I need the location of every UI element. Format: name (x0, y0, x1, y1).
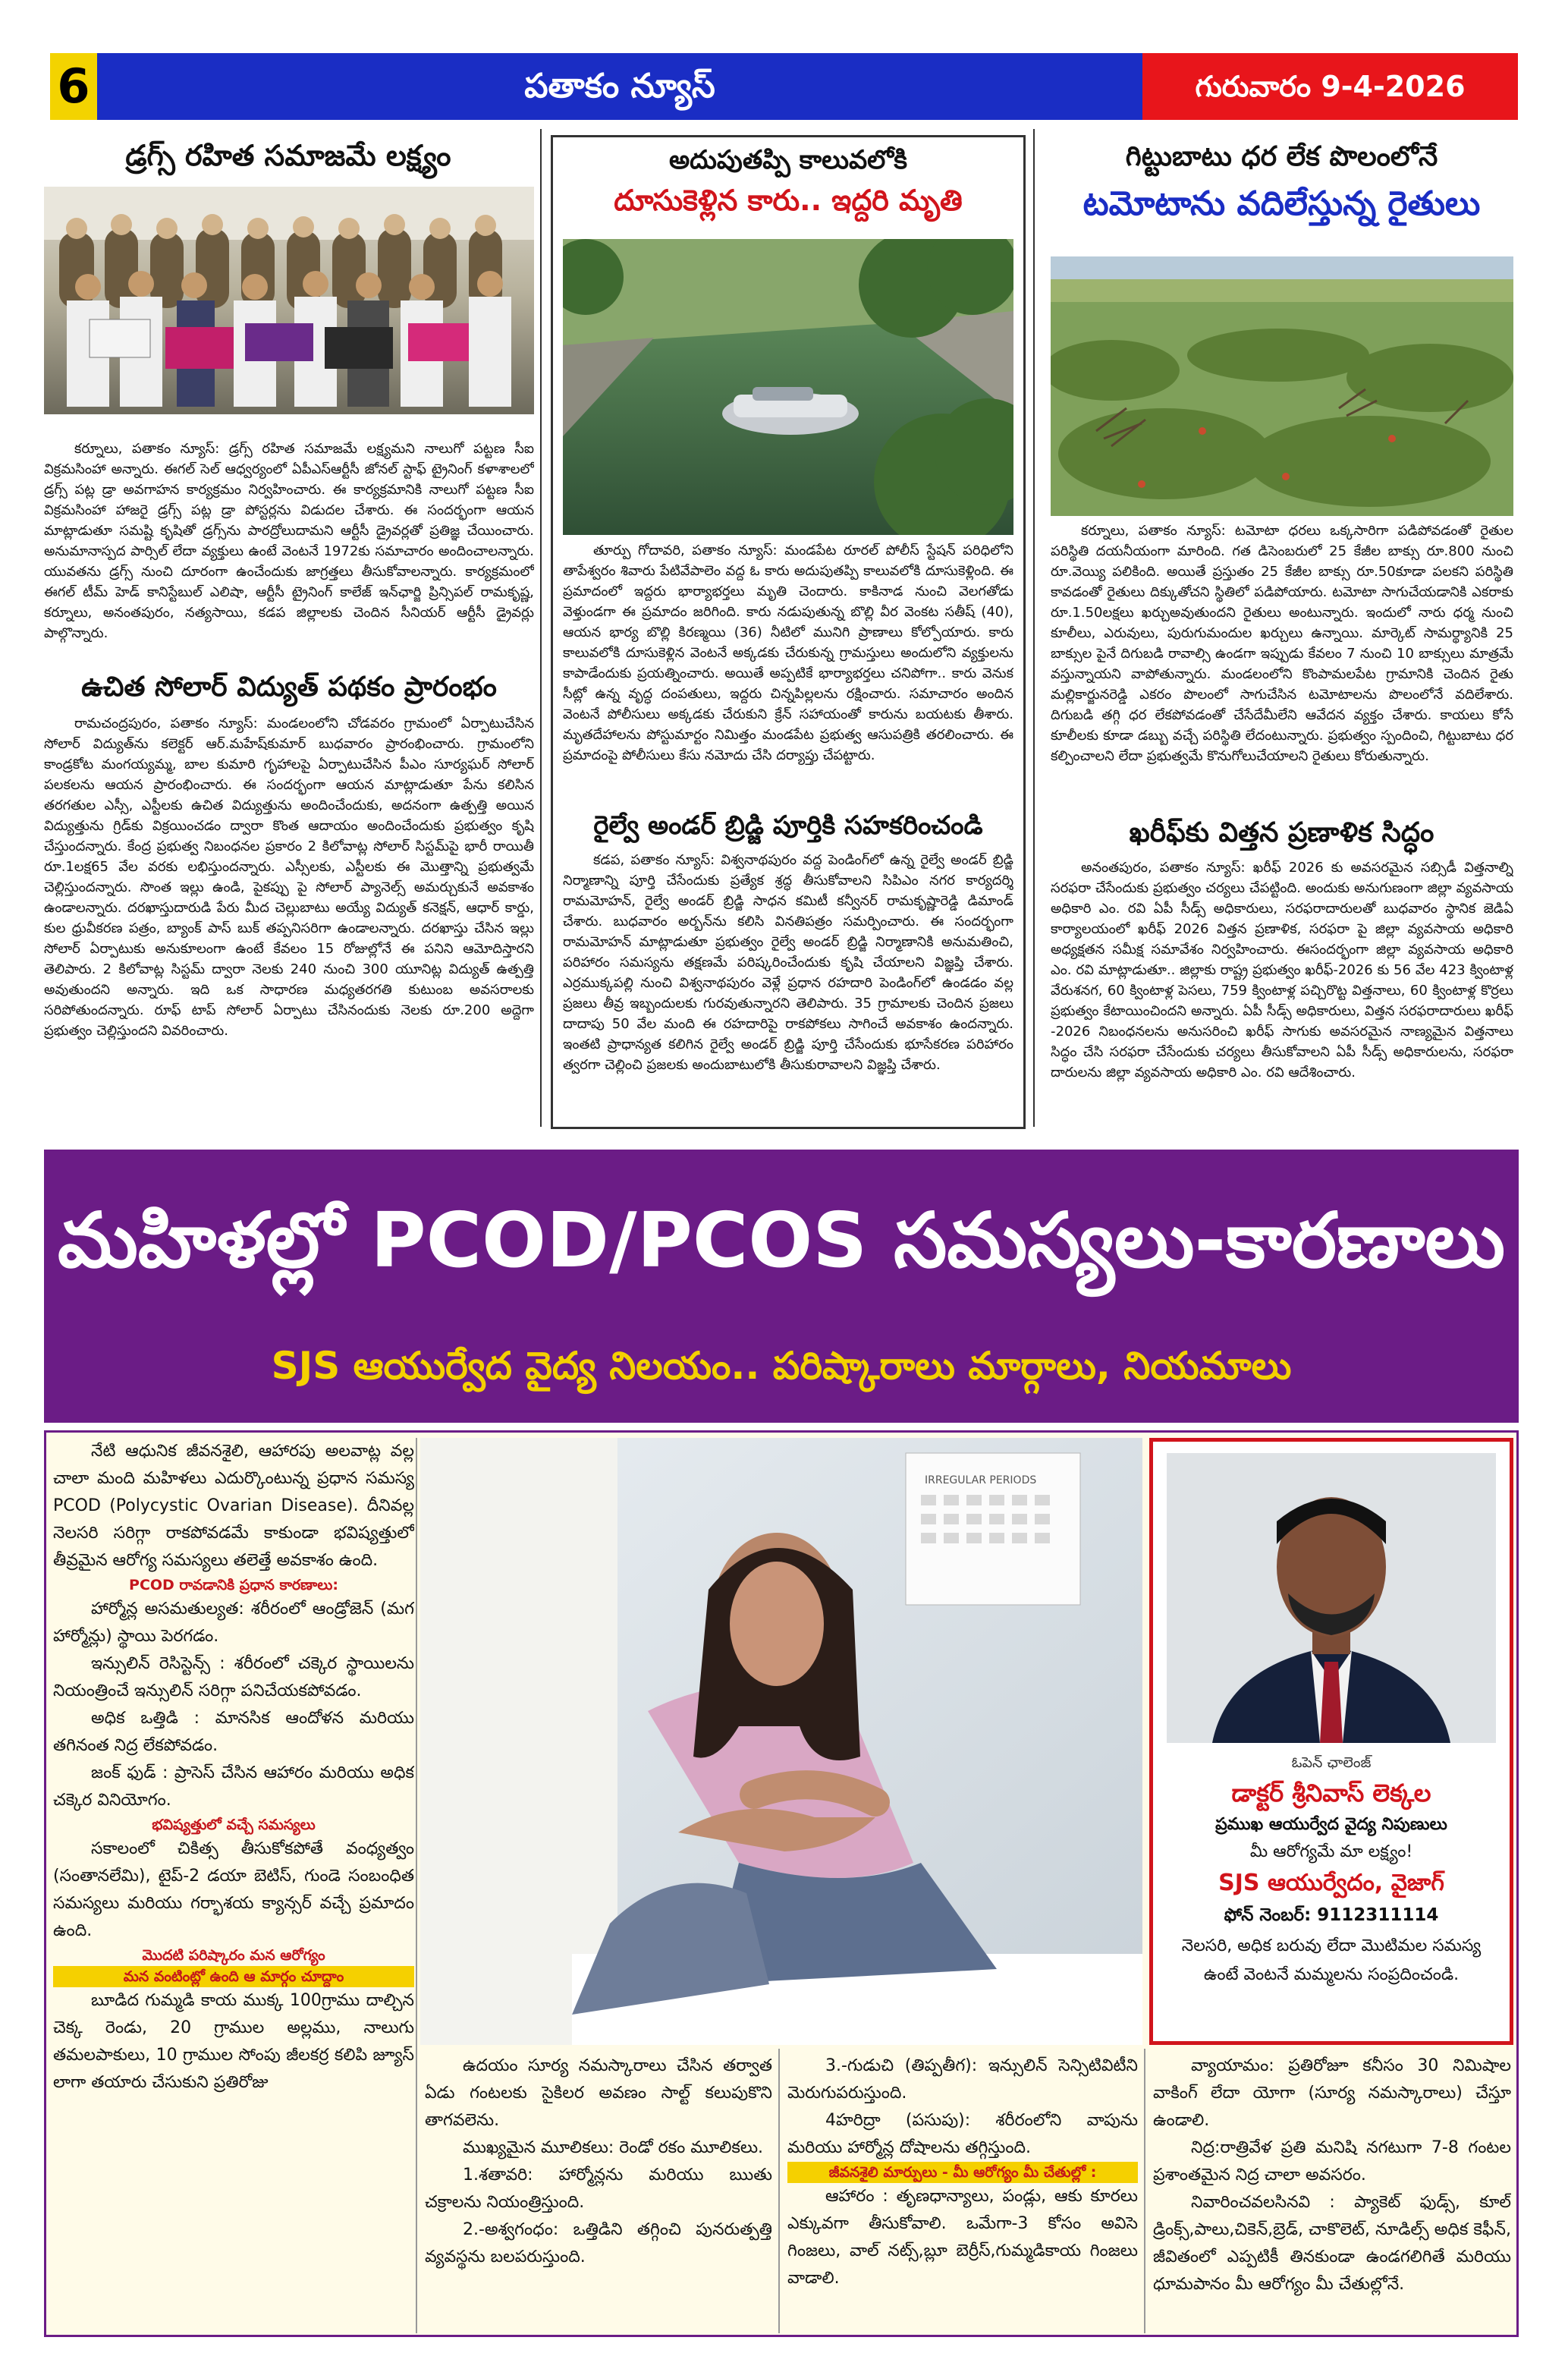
feature-remedy-text: బూడిద గుమ్మడి కాయ ముక్క 100గ్రాము దాల్చిన చెక్క రెండు, 20 గ్రాముల అల్లము, నాలుగు తమలపాకులు, 10 గ్రాముల సోంపు జీలకర్ర కలిపి జ్యూస్ లాగా తయారు చేసుకుని ప్రతిరోజు (53, 1991, 414, 2092)
feature-lifestyle-heading: జీవనశైలి మార్పులు - మీ ఆరోగ్యం మీ చేతుల్లో : (787, 2162, 1138, 2183)
feature-col4-p3: నివారించవలసినవి : ప్యాకెట్ ఫుడ్స్, కూల్ డ్రింక్స్,పాలు,చికెన్,బ్రెడ్, చాకొలెట్, నూడిల్స్ అధిక కెఫీన్, జీవితంలో ఎప్పటికీ తినకుండా ఉండగలిగితే మరియు ధూమపానం మీ ఆరోగ్యం మీ చేతుల్లోనే. (1153, 2193, 1511, 2294)
feature-col3 (787, 2053, 1138, 2333)
feature-subtitle: SJS ఆయుర్వేద వైద్య నిలయం.. పరిష్కారాలు మార్గాలు, నియమాలు (271, 1344, 1292, 1388)
story6-body: అనంతపురం, పతాకం న్యూస్: ఖరీఫ్ 2026 కు అవసరమైన సబ్సిడీ విత్తనాల్ని సరఫరా చేసేందుకు ప్రభుత్వం చర్యలు చేపట్టింది. అందుకు అనుగుణంగా జిల్లా వ్యవసాయ అధికారి ఎం. రవి ఏపీ సీడ్స్ అధికారులు, సరఫరాదారులతో బుధవారం స్థానిక జెడిఏ కార్యాలయంలో ఖరీఫ్ 2026 విత్తన ప్రణాళిక, సరఫరా పై జిల్లా వ్యవసాయ అధికారి అధ్యక్షతన సమీక్ష సమావేశం నిర్వహించారు. ఈసందర్భంగా జిల్లా వ్యవసాయ అధికారి ఎం. రవి మాట్లాడుతూ.. జిల్లాకు రాష్ట్ర ప్రభుత్వం ఖరీఫ్-2026 కు 56 వేల 423 క్వింటాళ్ల వేరుశనగ, 60 క్వింటాళ్ల పెసలు, 759 క్వింటాళ్ల పచ్చిరొట్ట విత్తనాలు, 60 క్వింటాళ్ల కొర్రలు ప్రభుత్వం కేటాయించిందని అన్నారు. ఏపీ సీడ్స్ అధికారులు, విత్తన సరఫరాదారులు ఖరీఫ్ -2026 నిబంధనలను అనుసరించి ఖరీఫ్ సాగుకు అవసరమైన నాణ్యమైన విత్తనాలు సిద్ధం చేసి సరఫరా చేసేందుకు చర్యలు తీసుకోవాలని ఏపీ సీడ్స్ అధికారులను, సరఫరా దారులను జిల్లా వ్యవసాయ అధికారి ఎం. రవి ఆదేశించారు. (1051, 860, 1513, 1081)
feature-col2 (425, 2053, 772, 2333)
column-rule (1033, 129, 1035, 1127)
feature-cause-3: అధిక ఒత్తిడి : మానసిక ఆందోళన మరియు తగినంత నిద్ర లేకపోవడం. (53, 1709, 414, 1755)
story4-body: కడప, పతాకం న్యూస్: విశ్వనాథపురం వద్ద పెండింగ్‌లో ఉన్న రైల్వే అండర్ బ్రిడ్జి నిర్మాణాన్ని పూర్తి చేసేందుకు ప్రత్యేక శ్రద్ధ తీసుకోవాలని సిపిఎం నగర కార్యదర్శి రామమోహన్, రైల్వే అండర్ బ్రిడ్జి సాధన కమిటీ కన్వీనర్ రామకృష్ణారెడ్డి డిమాండ్ చేశారు. బుధవారం అర్బన్‌ను కలిసి వినతిపత్రం సమర్పించారు. ఈ సందర్భంగా రామమోహన్ మాట్లాడుతూ ప్రభుత్వం రైల్వే అండర్ బ్రిడ్జి నిర్మాణానికి అనుమతించి, పరిహారం సమస్యను తక్షణమే పరిష్కరించేందుకు కృషి చేయాలని విజ్ఞప్తి చేశారు. ఎర్రముక్కపల్లి నుంచి విశ్వనాథపురం వెళ్లే ప్రధాన రహదారి పెండింగ్‌లో ఉండడం వల్ల ప్రజలు తీవ్ర ఇబ్బందులకు గురవుతున్నారని తెలిపారు. 35 గ్రామాలకు చెందిన ప్రజలు దాదాపు 50 వేల మంది ఈ రహదారిపై రాకపోకలు సాగించే అవకాశం ఉందన్నారు. ఇంతటి ప్రాధాన్యత కలిగిన రైల్వే అండర్ బ్రిడ్జి పూర్తి చేసేందుకు భూసేకరణ పరిహారం త్వరగా చెల్లించి ప్రజలకు అందుబాటులోకి తీసుకురావాలని విజ్ఞప్తి చేశారు. (563, 852, 1013, 1073)
feature-col4-p2: నిద్ర:రాత్రివేళ ప్రతి మనిషి నగటుగా 7-8 గంటల ప్రశాంతమైన నిద్ర చాలా అవసరం. (1153, 2138, 1511, 2185)
story6-headline: ఖరీఫ్‌కు విత్తన ప్రణాళిక సిద్ధం (1129, 817, 1434, 848)
feature-col2-p1: ఉదయం సూర్య నమస్కారాలు చేసిన తర్వాత ఏడు గంటలకు సైకిలర అవణం సాల్ట్ కలుపుకొని తాగవలెను. (425, 2056, 772, 2130)
feature-cause-4: జంక్ ఫుడ్ : ప్రాసెస్ చేసిన ఆహారం మరియు అధిక చక్కెర వినియోగం. (53, 1763, 414, 1810)
feature-intro: నేటి ఆధునిక జీవనశైలి, ఆహారపు అలవాట్ల వల్ల చాలా మంది మహిళలు ఎదుర్కొంటున్న ప్రధాన సమస్య PCOD (Polycystic Ovarian Disease). దీనివల్ల నెలసరి సరిగ్గా రాకపోవడమే కాకుండా భవిష్యత్తులో తీవ్రమైన ఆరోగ్య సమస్యలు తలెత్తే అవకాశం ఉంది. (53, 1442, 414, 1570)
story2-body: రామచంద్రపురం, పతాకం న్యూస్: మండలంలోని చోడవరం గ్రామంలో ఏర్పాటుచేసిన సోలార్ విద్యుత్‌ను కలెక్టర్ ఆర్.మహేష్‌కుమార్ బుధవారం ప్రారంభించారు. గ్రామంలోని కాండ్రకోట మంగయ్యమ్మ, బాల కుమారి గృహాలపై ఏర్పాటుచేసిన పీఎం సూర్యఘర్ సోలార్ పలకలను ఆయన ప్రారంభించారు. ఈ సందర్భంగా ఆయన మాట్లాడుతూ పేను కలిసిన తరగతుల ఎస్సీ, ఎస్టీలకు ఉచిత విద్యుత్తును అందించేందుకు, అదనంగా ఉత్పత్తి అయిన విద్యుత్తును గ్రిడ్‌కు విక్రయించడం ద్వారా కొంత ఆదాయం అందించేందుకు ప్రభుత్వం కృషి చేస్తుందన్నారు. కేంద్ర ప్రభుత్వ నిబంధనల ప్రకారం 2 కిలోవాట్ల సోలార్ సిస్టమ్‌పై భారీ రాయితీ రూ.1లక్ష65 వేల వరకు లభిస్తుందన్నారు. ఎస్సీలకు, ఎస్టీలకు ఈ మొత్తాన్ని ప్రభుత్వమే చెల్లిస్తుందన్నారు. సొంత ఇల్లు ఉండి, పైకప్పు పై సోలార్ ప్యానెల్స్ అమర్చుకునే అవకాశం ఉండాలన్నారు. దరఖాస్తుదారుడి పేరు మీద చెల్లుబాటు అయ్యే విద్యుత్ కనెక్షన్, ఆధార్ కార్డు, కుల ధ్రువీకరణ పత్రం, బ్యాంక్ పాస్ బుక్ తప్పనిసరిగా ఉండాలన్నారు. దరఖాస్తు చేసిన ఇల్లు సోలార్ ఏర్పాటుకు అనుకూలంగా ఉంటే కేవలం 15 రోజుల్లోనే ఈ పనిని ఆమోదిస్తారని తెలిపారు. 2 కిలోవాట్ల సిస్టమ్ ద్వారా నెలకు 240 నుంచి 300 యూనిట్ల విద్యుత్ ఉత్పత్తి అవుతుందని అన్నారు. ఇది ఒక సాధారణ మధ్యతరగతి కుటుంబ అవసరాలకు సరిపోతుందన్నారు. రూఫ్ టాప్ సోలార్ ఏర్పాటు చేసినందుకు నెలకు రూ.200 అద్దెగా ప్రభుత్వం చెల్లిస్తుందని వివరించారు. (44, 716, 534, 1039)
doctor-caption-small: ఓపెన్ ఛాలెంజ్ (1291, 1754, 1372, 1771)
woman-abdominal-pain-photo (420, 1438, 1142, 2045)
feature-future-heading: భవిష్యత్తులో వచ్చే సమస్యలు (152, 1817, 316, 1833)
paper-name: పతాకం న్యూస్ (524, 67, 715, 105)
doctor-phone: ఫోన్ నెంబర్: 9112311114 (1224, 1905, 1439, 1925)
story3-body: తూర్పు గోదావరి, పతాకం న్యూస్: మండపేట రూరల్ పోలీస్ స్టేషన్ పరిధిలోని తాపేశ్వరం శివారు పేటివేపాలెం వద్ద ఓ కారు అదుపుతప్పి కాలువలోకి దూసుకెళ్లింది. ఈ ప్రమాదంలో ఇద్దరు భార్యాభర్తలు మృతి చెందారు. కాకినాడ నుంచి వెలగతోడు వెళ్తుండగా ఈ ప్రమాదం జరిగింది. కారు నడుపుతున్న బొల్లి వీర వెంకట సతీష్ (40), ఆయన భార్య బొల్లి కిరణ్మయి (36) నీటిలో మునిగి ప్రాణాలు కోల్పోయారు. కారు కాలువలోకి దూసుకెళ్లిన వెంటనే అక్కడకు చేరుకున్న గ్రామస్తులు అందులోని వ్యక్తులను కాపాడేందుకు ప్రయత్నించారు. అయితే అప్పటికే భార్యాభర్తలు చనిపోగా.. కారు వెనుక సీట్లో ఉన్న వృద్ధ దంపతులు, ఇద్దరు చిన్నపిల్లలను రక్షించారు. సమాచారం అందిన వెంటనే పోలీసులు అక్కడకు చేరుకుని క్రేన్ సహాయంతో కారును బయటకు తీశారు. మృతదేహాలను పోస్టుమార్టం నిమిత్తం మండపేట ప్రభుత్వ ఆసుపత్రికి తరలించారు. ఈ ప్రమాదంపై పోలీసులు కేసు నమోదు చేసి దర్యాప్తు చేపట్టారు. (563, 543, 1013, 763)
story5-headline: టమోటాను వదిలేస్తున్న రైతులు (1083, 184, 1481, 223)
story5-body: కర్నూలు, పతాకం న్యూస్: టమోటా ధరలు ఒక్కసారిగా పడిపోవడంతో రైతుల పరిస్థితి దయనీయంగా మారింది. గత డిసెంబరులో 25 కేజీల బాక్సు రూ.800 నుంచి రూ.వెయ్యి పలికింది. అయితే ప్రస్తుతం 25 కేజీల బాక్సు రూ.50కూడా పలకని పరిస్థితి కావడంతో రైతులు దిక్కుతోచని స్థితిలో పడిపోయారు. టమోటా సాగుచేయడానికి ఎకరాకు రూ.1.50లక్షలు ఖర్చుఅవుతుందని రైతులు అంటున్నారు. ఇందులో నారు ధర్మ నుంచి కూలీలు, ఎరువులు, పురుగుమందుల ఖర్చులు ఉన్నాయి. మార్కెట్ సామర్థ్యానికి 25 బాక్సుల పైనే దిగుబడి రావాల్సి ఉండగా ఇప్పుడు కేవలం 7 నుంచి 10 బాక్సులు మాత్రమే వస్తున్నాయని వాపోతున్నారు. మండలంలోని కొంపామలపేట గ్రామానికి చెందిన రైతు మల్లికార్జునరెడ్డి ఎకరం పొలంలో సాగుచేసిన టమోటాలను పొలంలోనే వదిలేశారు. దిగుబడి తగ్గి ధర లేకపోవడంతో చేసేదేమీలేని ఆవేదన వ్యక్తం చేశారు. కాయలు కోసే కూలీలకు కూడా డబ్బు వచ్చే పరిస్థితి లేదంటున్నారు. ప్రభుత్వం స్పందించి, గిట్టుబాటు ధర కల్పించాలని లేదా ప్రభుత్వమే కొనుగోలుచేయాలని రైతులు కోరుతున్నారు. (1051, 523, 1513, 764)
column-rule (540, 129, 542, 1127)
doctor-clinic: SJS ఆయుర్వేదం, వైజాగ్ (1218, 1870, 1444, 1896)
drugs-awareness-event-photo (44, 187, 534, 414)
story5-kicker: గిట్టుబాటు ధర లేక పొలంలోనే (1125, 141, 1438, 172)
masthead (50, 53, 1518, 120)
feature-col3-p3: ఆహారం : తృణధాన్యాలు, పండ్లు, ఆకు కూరలు ఎక్కువగా తీసుకోవాలి. ఒమేగా-3 కోసం అవిసె గింజలు, వాల్ నట్స్,బ్లూ బెర్రీస్,గుమ్మడికాయ గింజలు వాడాలి. (787, 2187, 1138, 2288)
feature-col3-p1: 3.-గుడుచి (తిప్పతీగ): ఇన్సులిన్ సెన్సిటివిటీని మెరుగుపరుస్తుంది. (787, 2056, 1138, 2103)
story4-headline: రైల్వే అండర్ బ్రిడ్జి పూర్తికి సహకరించండి (593, 810, 983, 841)
doctor-tagline: మీ ఆరోగ్యమే మా లక్ష్యం! (1249, 1842, 1413, 1861)
feature-title: మహిళల్లో PCOD/PCOS సమస్యలు-కారణాలు (57, 1196, 1506, 1285)
feature-causes-heading: PCOD రావడానికి ప్రధాన కారణాలు: (129, 1577, 338, 1593)
column-rule (416, 1438, 417, 2333)
story3-kicker: అదుపుతప్పి కాలువలోకి (668, 145, 908, 175)
feature-col1 (53, 1438, 414, 2333)
story3-headline: దూసుకెళ్లిన కారు.. ఇద్దరి మృతి (614, 184, 963, 217)
column-rule (778, 2049, 780, 2333)
doctor-note: నెలసరి, అధిక బరువు లేదా మొటిమల సమస్య ఉంటే వెంటనే మమ్మలను సంప్రదించండి. (1181, 1936, 1482, 1984)
feature-col2-p2: ముఖ్యమైన మూలికలు: రెండో రకం మూలికలు. (463, 2138, 764, 2157)
feature-col2-p3: 1.శతావరి: హార్మోన్లను మరియు ఋతు చక్రాలను నియంత్రిస్తుంది. (425, 2166, 772, 2212)
feature-kitchen-heading: మన వంటింట్లో ఉంది ఆ మార్గం చూద్దాం (53, 1966, 414, 1987)
feature-col4-p1: వ్యాయామం: ప్రతిరోజూ కనీసం 30 నిమిషాల వాకింగ్ లేదా యోగా (సూర్య నమస్కారాలు) చేస్తూ ఉండాలి. (1153, 2056, 1511, 2130)
feature-col3-p2: 4హరిద్రా (పసుపు): శరీరంలోని వాపును మరియు హార్మోన్ల దోషాలను తగ్గిస్తుంది. (787, 2111, 1138, 2157)
story1-body: కర్నూలు, పతాకం న్యూస్: డ్రగ్స్ రహిత సమాజమే లక్ష్యమని నాలుగో పట్టణ సీఐ విక్రమసింహా అన్నారు. ఈగల్ సెల్ ఆధ్వర్యంలో ఏపీఎస్ఆర్టీసీ జోనల్ స్టాఫ్ ట్రైనింగ్ కళాశాలలో డ్రగ్స్ పట్ల డ్రా అవగాహన కార్యక్రమం నిర్వహించారు. ఈ కార్యక్రమానికి నాలుగో పట్టణ సీఐ విక్రమసింహా హాజరై డ్రగ్స్ పట్ల డ్రా పోస్టర్లను విడుదల చేశారు. ఈ సందర్భంగా ఆయన మాట్లాడుతూ సమష్టి కృషితో డ్రగ్స్‌ను పారద్రోలుదామని ఆర్టీసీ డ్రైవర్లతో ప్రతిజ్ఞ చేయించారు. అనుమానాస్పద పార్సిల్ లేదా వ్యక్తులు ఉంటే వెంటనే 1972కు సమాచారం అందించాలన్నారు. యువతను డ్రగ్స్ నుంచి దూరంగా ఉంచేందుకు జాగ్రత్తలు తీసుకోవాలన్నారు. కార్యక్రమంలో ఈగల్ టీమ్ హెడ్ కానిస్టేబుల్ ఎలిషా, ఆర్టీసీ ట్రైనింగ్ కాలేజ్ ఇన్‌ఛార్జి ప్రిన్సిపల్ రామకృష్ణ, కర్నూలు, అనంతపురం, నత్యసాయి, కడప జిల్లాలకు చెందిన సీనియర్ ఆర్టీసీ డ్రైవర్లు పాల్గొన్నారు. (44, 441, 534, 641)
doctor-photo (1167, 1453, 1496, 1743)
feature-cause-1: హార్మోన్ల అసమతుల్యత: శరీరంలో ఆండ్రోజెన్ (మగ హార్మోన్లు) స్థాయి పెరగడం. (53, 1600, 414, 1646)
calendar-text: IRREGULAR PERIODS (925, 1474, 1037, 1486)
story2-headline: ఉచిత సోలార్ విద్యుత్ పథకం ప్రారంభం (81, 672, 497, 703)
date-bar: గురువారం 9-4-2026 (1142, 53, 1518, 120)
feature-col4 (1153, 2053, 1511, 2333)
feature-cause-2: ఇన్సులిన్ రెసిస్టెన్స్ : శరీరంలో చక్కెర స్థాయిలను నియంత్రించే ఇన్సులిన్ సరిగ్గా పనిచేయకపోవడం. (53, 1654, 414, 1700)
story1-headline: డ్రగ్స్ రహిత సమాజమే లక్ష్యం (125, 139, 451, 172)
doctor-role: ప్రముఖ ఆయుర్వేద వైద్య నిపుణులు (1215, 1815, 1447, 1834)
page-number-box: 6 (50, 53, 97, 120)
feature-col2-p4: 2.-అశ్వగంధం: ఒత్తిడిని తగ్గించి పునరుత్పత్తి వ్యవస్థను బలపరుస్తుంది. (425, 2220, 772, 2266)
column-rule (1144, 2049, 1145, 2333)
doctor-name: డాక్టర్ శ్రీనివాస్ లెక్కల (1231, 1779, 1431, 1807)
feature-remedy-heading: మొదటి పరిష్కారం మన ఆరోగ్యం (142, 1947, 325, 1964)
tomato-field-photo (1051, 256, 1513, 516)
feature-future-text: సకాలంలో చికిత్స తీసుకోకపోతే వంధ్యత్వం (సంతానలేమి), టైప్-2 డయా బెటిస్, గుండె సంబంధిత సమస్యలు మరియు గర్భాశయ క్యాన్సర్ వచ్చే ప్రమాదం ఉంది. (53, 1839, 414, 1940)
car-in-canal-photo (563, 239, 1013, 535)
